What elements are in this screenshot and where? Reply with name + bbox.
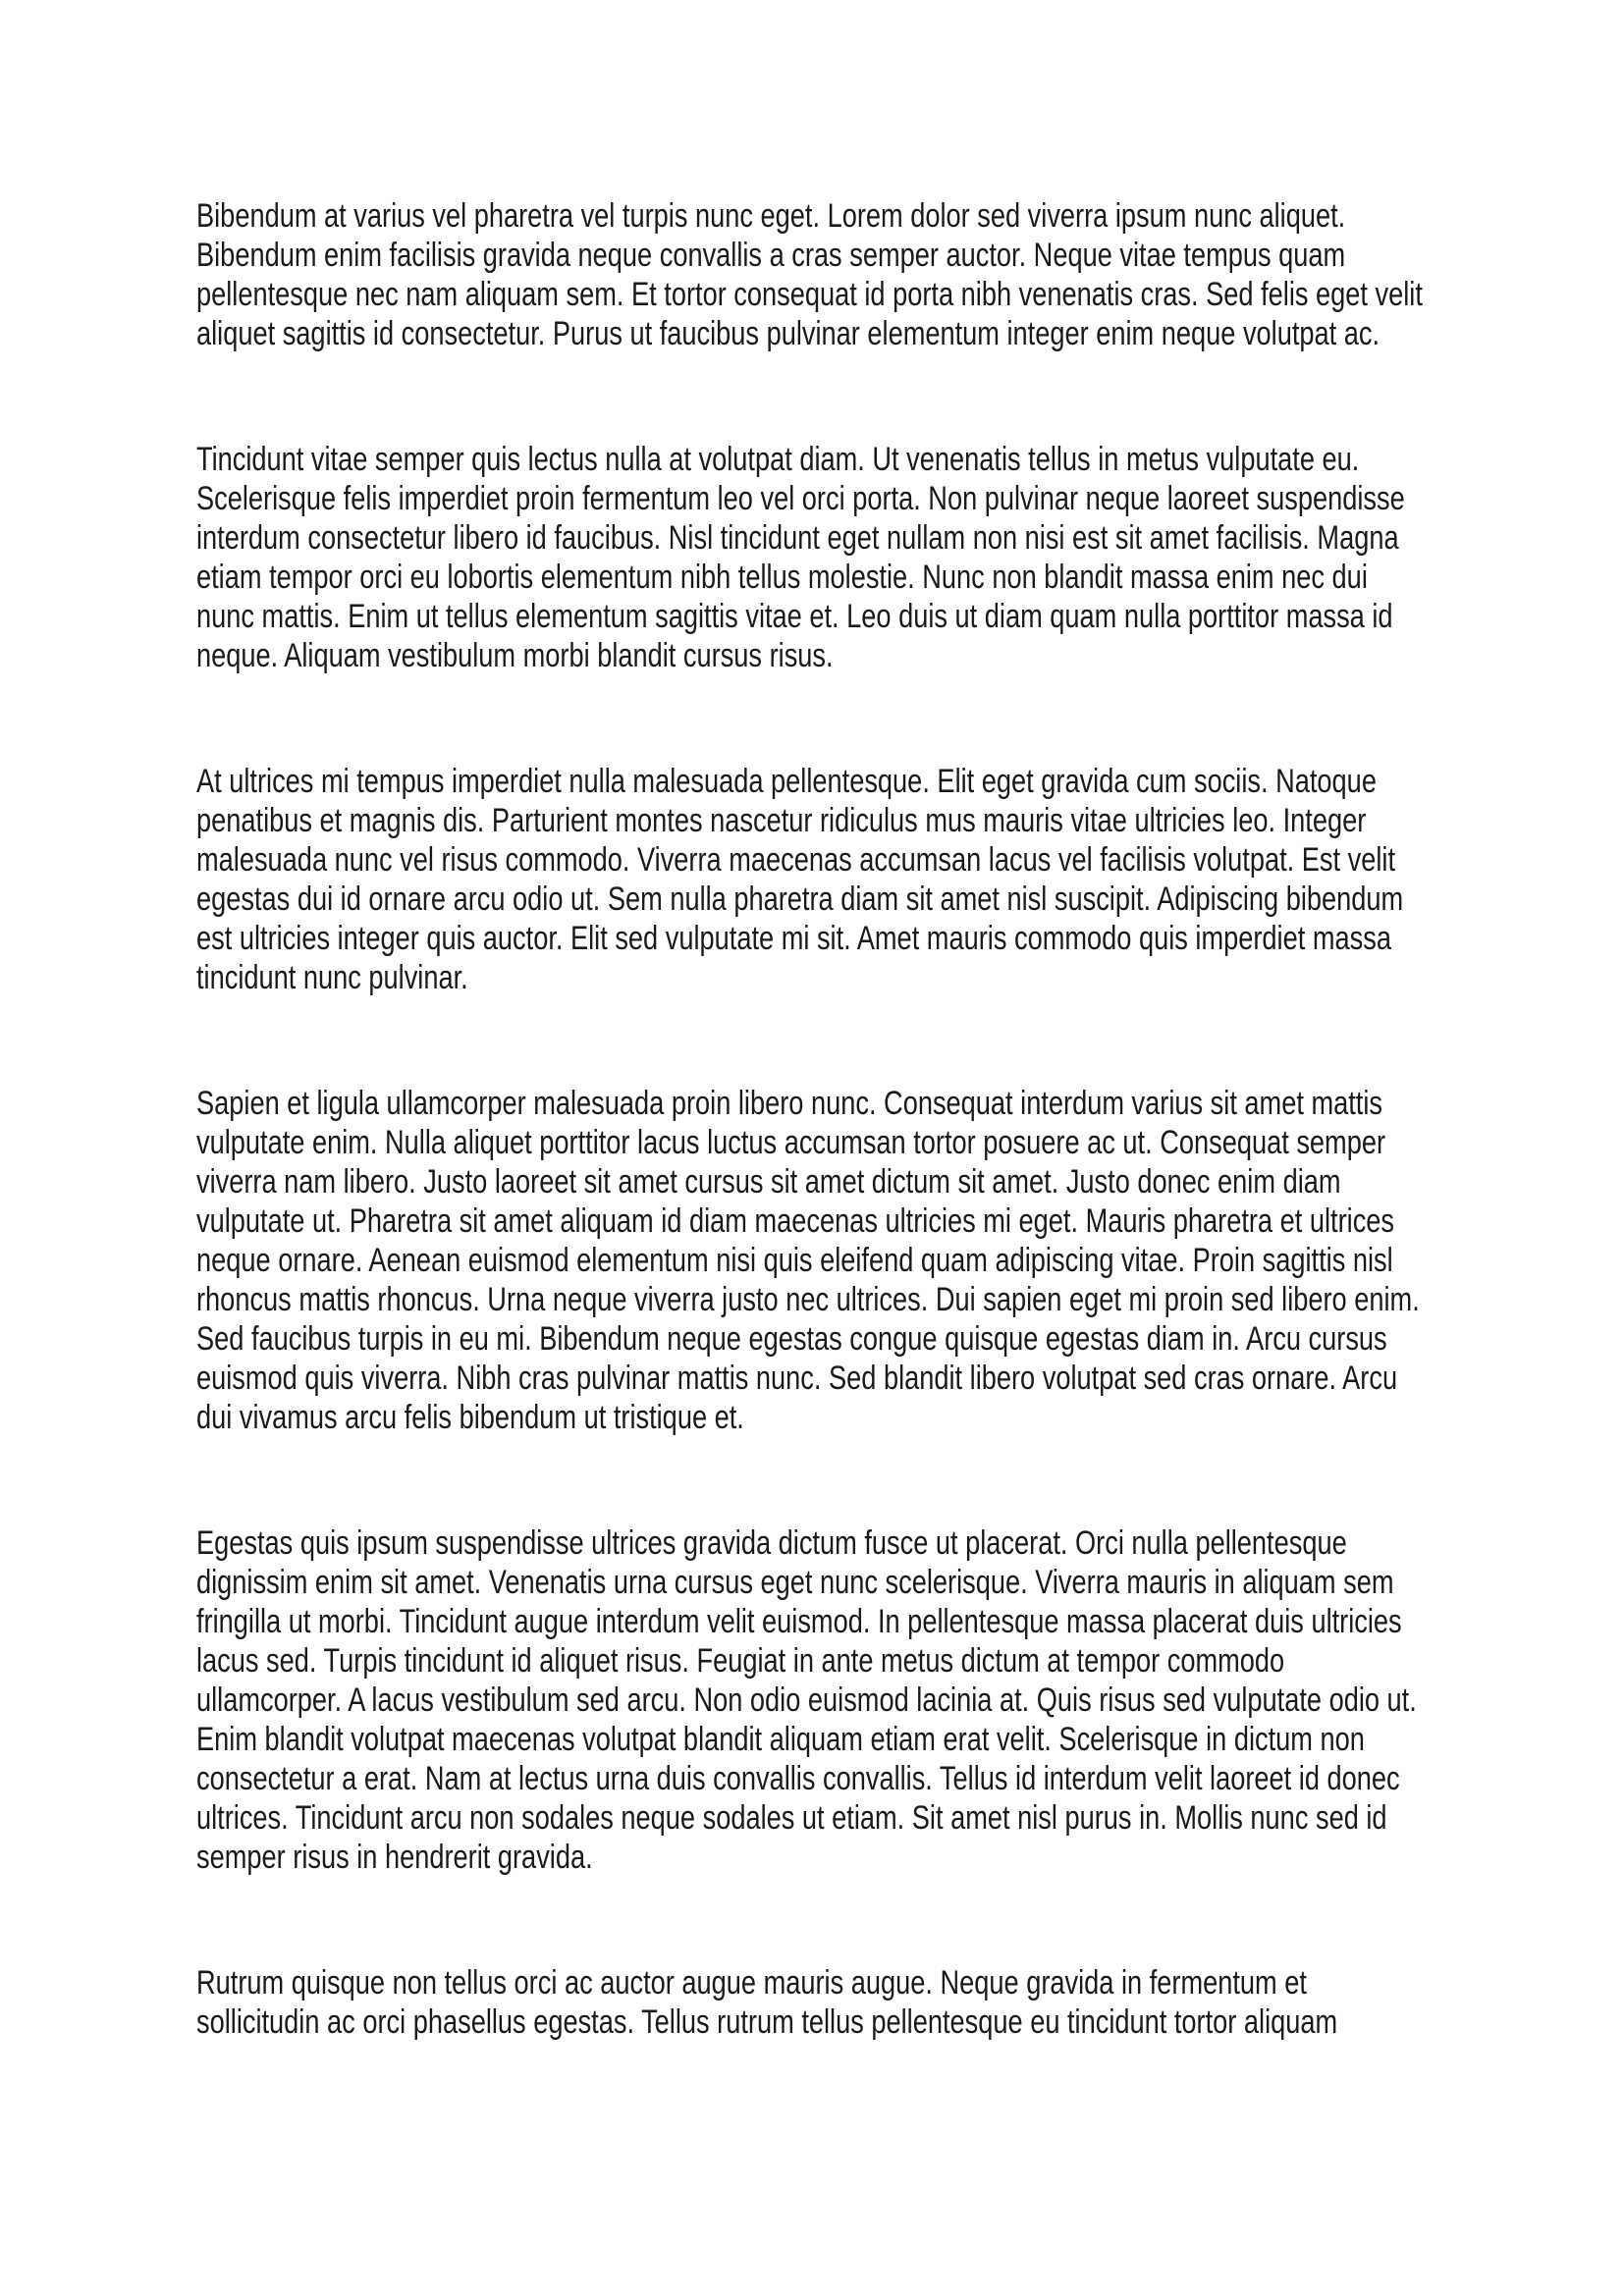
paragraph-4: Sapien et ligula ullamcorper malesuada proin libero nunc. Consequat interdum varius sit amet mattis vulputate enim. Nulla aliquet porttitor lacus luctus accumsan tortor posuere ac ut. Consequat semper viverra nam libero. Justo laoreet sit amet cursus sit amet dictum sit amet. Justo donec enim diam vulputate ut. Pharetra sit amet aliquam id diam maecenas ultricies mi eget. Mauris pharetra et ultrices neque ornare. Aenean euismod elementum nisi quis eleifend quam adipiscing vitae. Proin sagittis nisl rhoncus mattis rhoncus. Urna neque viverra justo nec ultrices. Dui sapien eget mi proin sed libero enim. Sed faucibus turpis in eu mi. Bibendum neque egestas congue quisque egestas diam in. Arcu cursus euismod quis viverra. Nibh cras pulvinar mattis nunc. Sed blandit libero volutpat sed cras ornare. Arcu dui vivamus arcu felis bibendum ut tristique et. [196, 1085, 1420, 1436]
paragraph-6: Rutrum quisque non tellus orci ac auctor augue mauris augue. Neque gravida in fermentum et sollicitudin ac orci phasellus egestas. Tellus rutrum tellus pellentesque eu tincidunt tortor aliquam [196, 1964, 1338, 2041]
paragraph-3: At ultrices mi tempus imperdiet nulla malesuada pellentesque. Elit eget gravida cum sociis. Natoque penatibus et magnis dis. Parturient montes nascetur ridiculus mus mauris vitae ultricies leo. Integer malesuada nunc vel risus commodo. Viverra maecenas accumsan lacus vel facilisis volutpat. Est velit egestas dui id ornare arcu odio ut. Sem nulla pharetra diam sit amet nisl suscipit. Adipiscing bibendum est ultricies integer quis auctor. Elit sed vulputate mi sit. Amet mauris commodo quis imperdiet massa tincidunt nunc pulvinar. [196, 763, 1404, 996]
paragraph-1: Bibendum at varius vel pharetra vel turpis nunc eget. Lorem dolor sed viverra ipsum nunc aliquet. Bibendum enim facilisis gravida neque convallis a cras semper auctor. Neque vitae tempus quam pellentesque nec nam aliquam sem. Et tortor consequat id porta nibh venenatis cras. Sed felis eget velit aliquet sagittis id consectetur. Purus ut faucibus pulvinar elementum integer enim neque volutpat ac. [196, 197, 1423, 352]
paragraph-5: Egestas quis ipsum suspendisse ultrices gravida dictum fusce ut placerat. Orci nulla pellentesque dignissim enim sit amet. Venenatis urna cursus eget nunc scelerisque. Viverra mauris in aliquam sem fringilla ut morbi. Tincidunt augue interdum velit euismod. In pellentesque massa placerat duis ultricies lacus sed. Turpis tincidunt id aliquet risus. Feugiat in ante metus dictum at tempor commodo ullamcorper. A lacus vestibulum sed arcu. Non odio euismod lacinia at. Quis risus sed vulputate odio ut. Enim blandit volutpat maecenas volutpat blandit aliquam etiam erat velit. Scelerisque in dictum non consectetur a erat. Nam at lectus urna duis convallis convallis. Tellus id interdum velit laoreet id donec ultrices. Tincidunt arcu non sodales neque sodales ut etiam. Sit amet nisl purus in. Mollis nunc sed id semper risus in hendrerit gravida. [196, 1524, 1417, 1876]
document-body-text [196, 196, 1428, 2042]
paragraph-2: Tincidunt vitae semper quis lectus nulla at volutpat diam. Ut venenatis tellus in metus vulputate eu. Scelerisque felis imperdiet proin fermentum leo vel orci porta. Non pulvinar neque laoreet suspendisse interdum consectetur libero id faucibus. Nisl tincidunt eget nullam non nisi est sit amet facilisis. Magna etiam tempor orci eu lobortis elementum nibh tellus molestie. Nunc non blandit massa enim nec dui nunc mattis. Enim ut tellus elementum sagittis vitae et. Leo duis ut diam quam nulla porttitor massa id neque. Aliquam vestibulum morbi blandit cursus risus. [196, 441, 1405, 674]
